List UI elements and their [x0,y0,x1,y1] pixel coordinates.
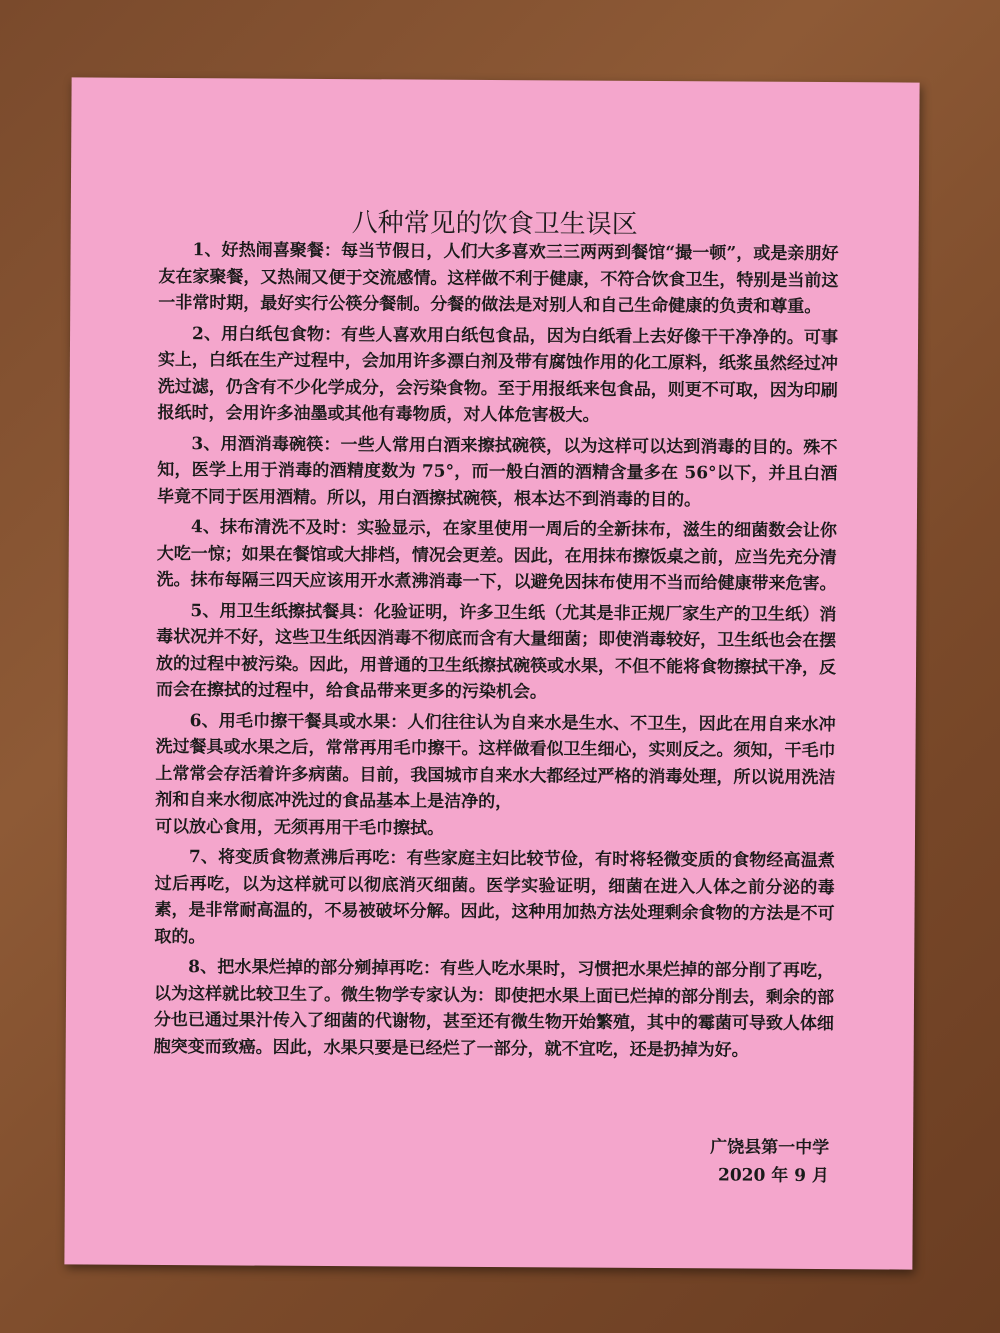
paragraph-number: 7 [188,847,201,868]
paragraph-number: 5 [190,600,203,621]
paper-sheet [64,77,919,1269]
paragraph-number: 2 [192,323,204,344]
paragraph-text: 、用酒消毒碗筷：一些人常用白酒来擦拭碗筷，以为这样可以达到消毒的目的。殊不知，医学上用于消毒的酒精度数为 75°，而一般白酒的酒精含量多在 56°以下，并且白酒毕竟不同于医用酒精。所以，用白酒擦拭碗筷，根本达不到消毒的目的。 [157,433,838,510]
paragraph-number: 1 [192,240,205,261]
paragraph-text: 、将变质食物煮沸后再吃：有些家庭主妇比较节俭，有时将轻微变质的食物经高温煮过后再吃，以为这样就可以彻底消灭细菌。医学实验证明，细菌在进入人体之前分泌的毒素，是非常耐高温的，不易被破坏分解。因此，这种用加热方法处理剩余食物的方法是不可取的。 [154,847,835,947]
paragraph-1 [158,237,838,321]
paragraph-4 [156,514,836,598]
paragraph-text: 、好热闹喜聚餐：每当节假日，人们大多喜欢三三两两到餐馆“撮一顿”，或是亲朋好友在家聚餐，又热闹又便于交流感情。这样做不利于健康，不符合饮食卫生，特别是当前这一非常时期，最好实行公筷分餐制。分餐的做法是对别人和自己生命健康的负责和尊重。 [158,240,839,318]
paragraph-6 [155,707,836,844]
paragraph-number: 3 [191,433,204,454]
paragraph-text: 、用毛巾擦干餐具或水果：人们往往认为自来水是生水、不卫生，因此在用自来水冲洗过餐具或水果之后，常常再用毛巾擦干。这样做看似卫生细心，实则反之。须知，干毛巾上常常会存活着许多病菌。目前，我国城市自来水大都经过严格的消毒处理，所以说用洗洁剂和自来水彻底冲洗过的食品基本上是洁净的， [155,710,836,813]
signature-block [710,1133,829,1190]
paragraph-2 [158,320,839,430]
signature-date: 2020 年 9 月 [717,1165,829,1187]
paragraph-number: 4 [190,517,203,538]
paragraph-text: 、用白纸包食物：有些人喜欢用白纸包食品，因为白纸看上去好像干干净净的。可事实上，白纸在生产过程中，会加用许多漂白剂及带有腐蚀作用的化工原料，纸浆虽然经过冲洗过滤，仍含有不少化学成分，会污染食物。至于用报纸来包食品，则更不可取，因为印刷报纸时，会用许多油墨或其他有毒物质，对人体危害极大。 [157,323,839,426]
paragraph-8 [154,954,835,1064]
paragraph-7 [154,844,835,954]
paragraph-5 [156,597,837,707]
signature-organization: 广饶县第一中学 [710,1137,830,1159]
document-title: 八种常见的饮食卫生误区 [351,208,638,240]
paragraph-text: 、把水果烂掉的部分剜掉再吃：有些人吃水果时，习惯把水果烂掉的部分削了再吃，以为这样就比较卫生了。微生物学专家认为：即使把水果上面已烂掉的部分削去，剩余的部分也已通过果汁传入了细菌的代谢物，甚至还有微生物开始繁殖，其中的霉菌可导致人体细胞突变而致癌。因此，水果只要是已经烂了一部分，就不宜吃，还是扔掉为好。 [153,957,835,1061]
paragraph-number: 6 [189,710,202,731]
paragraph-text: 、抹布清洗不及时：实验显示，在家里使用一周后的全新抹布，滋生的细菌数会让你大吃一惊；如果在餐馆或大排档，情况会更差。因此，在用抹布擦饭桌之前，应当先充分清洗。抹布每隔三四天应该用开水煮沸消毒一下，以避免因抹布使用不当而给健康带来危害。 [156,517,837,595]
paragraph-3 [157,430,837,514]
paragraph-tail: 可以放心食用，无须再用干毛巾擦拭。 [154,816,445,839]
paragraph-number: 8 [188,957,201,978]
paragraph-text: 、用卫生纸擦拭餐具：化验证明，许多卫生纸（尤其是非正规厂家生产的卫生纸）消毒状况并不好，这些卫生纸因消毒不彻底而含有大量细菌；即使消毒较好，卫生纸也会在摆放的过程中被污染。因此，用普通的卫生纸擦拭碗筷或水果，不但不能将食物擦拭干净，反而会在擦拭的过程中，给食品带来更多的污染机会。 [155,600,837,703]
document-body [154,237,839,1068]
